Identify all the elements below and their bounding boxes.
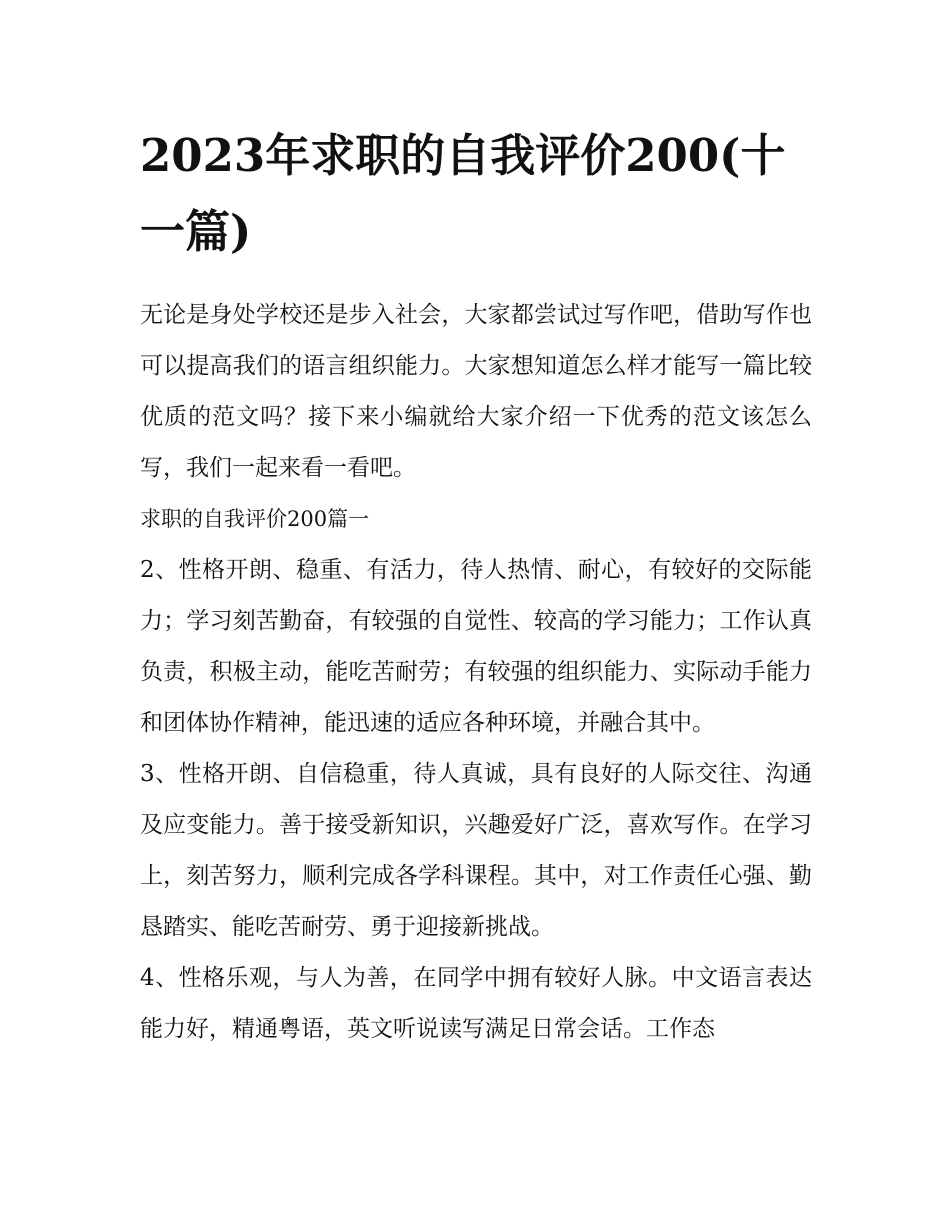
document-page <box>140 118 812 1055</box>
document-title: 2023年求职的自我评价200(十一篇) <box>140 129 786 258</box>
list-item: 3、性格开朗、自信稳重，待人真诚，具有良好的人际交往、沟通及应变能力。善于接受新知识，兴趣爱好广泛，喜欢写作。在学习上，刻苦努力，顺利完成各学科课程。其中，对工作责任心强、勤恳踏实、能吃苦耐劳、勇于迎接新挑战。 <box>140 761 812 940</box>
section-heading: 求职的自我评价200篇一 <box>140 507 370 531</box>
intro-paragraph: 无论是身处学校还是步入社会，大家都尝试过写作吧，借助写作也可以提高我们的语言组织能力。大家想知道怎么样才能写一篇比较优质的范文吗？接下来小编就给大家介绍一下优秀的范文该怎么写，我们一起来看一看吧。 <box>140 302 812 481</box>
list-item: 4、性格乐观，与人为善，在同学中拥有较好人脉。中文语言表达能力好，精通粤语，英文听说读写满足日常会话。工作态 <box>140 965 812 1042</box>
list-item: 2、性格开朗、稳重、有活力，待人热情、耐心，有较好的交际能力；学习刻苦勤奋，有较强的自觉性、较高的学习能力；工作认真负责，积极主动，能吃苦耐劳；有较强的组织能力、实际动手能力和团体协作精神，能迅速的适应各种环境，并融合其中。 <box>140 557 812 736</box>
